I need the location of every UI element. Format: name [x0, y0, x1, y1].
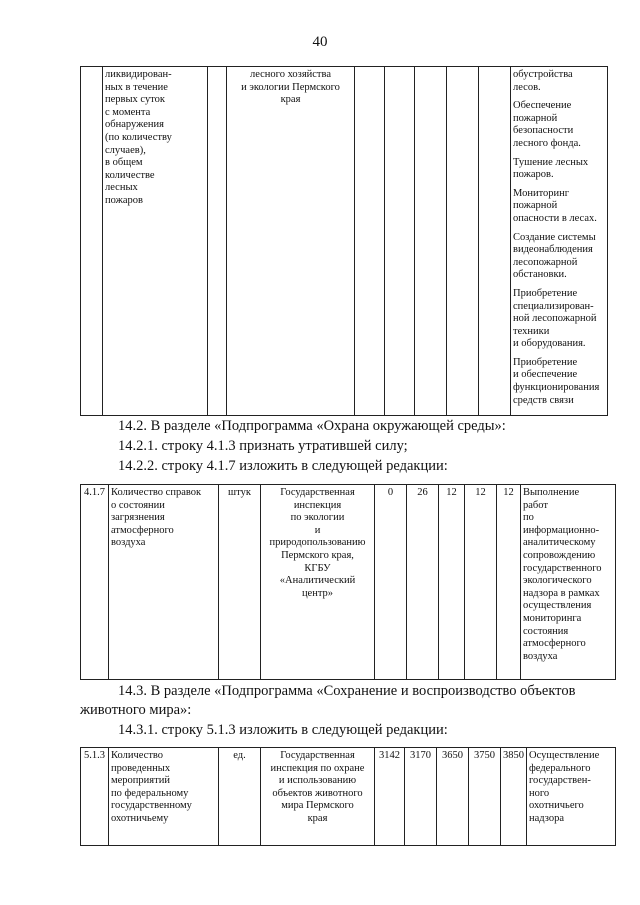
cell-line: охотничьего — [529, 800, 584, 812]
cell-line: атмосферного — [111, 524, 174, 536]
cell-line: обстановки. — [513, 269, 567, 281]
cell-line: видеонаблюдения — [513, 244, 593, 256]
cell-line: центр» — [301, 587, 334, 599]
cell-line: Осуществление — [529, 750, 600, 761]
cell-line: по экологии — [290, 512, 345, 524]
cell-line: лесных — [105, 182, 138, 194]
table-row — [81, 748, 616, 846]
measure-block — [513, 69, 605, 94]
cell-line: лесного хозяйства — [249, 69, 332, 80]
cell-line: и использованию — [278, 775, 357, 787]
cell-line: охотничьему — [111, 812, 169, 824]
cell-measure — [521, 485, 616, 680]
cell-line: и оборудования. — [513, 338, 586, 350]
cell-line: состояния — [523, 625, 569, 637]
cell-line: пожарной — [513, 112, 558, 124]
cell-num: 4.1.7 — [81, 485, 109, 680]
cell-line: ных в течение — [105, 81, 168, 93]
table-continuation — [80, 66, 608, 416]
cell-indicator — [103, 67, 208, 416]
cell-line: «Аналитический — [279, 575, 356, 587]
cell-line: государствен- — [529, 775, 591, 787]
cell-line: воздуха — [523, 650, 558, 662]
cell-measure — [527, 748, 616, 846]
cell-measures — [511, 67, 608, 416]
table-row — [81, 485, 616, 680]
cell-line: ного — [529, 787, 550, 799]
cell-line: проведенных — [111, 762, 171, 774]
cell-line: природопользованию — [269, 537, 366, 549]
cell-line: государственному — [111, 800, 192, 812]
cell-line: Пермского края, — [281, 549, 354, 561]
cell-line: обустройства — [513, 69, 573, 80]
cell-indicator — [109, 485, 219, 680]
measure-block — [513, 157, 605, 182]
cell-line: обнаружения — [105, 119, 164, 131]
cell-line: ной лесопожарной — [513, 313, 597, 325]
cell-line: Создание системы — [513, 231, 596, 243]
cell-line: инспекция по охране — [270, 762, 365, 774]
measure-block — [513, 288, 605, 351]
cell-indicator — [109, 748, 219, 846]
cell-value: 12 — [497, 485, 521, 680]
cell-line: пожарной — [513, 200, 558, 212]
cell-num — [81, 67, 103, 416]
paragraph-14-3-line1: 14.3. В разделе «Подпрограмма «Сохранение и воспроизводство объектов — [118, 683, 576, 699]
cell-line: специализирован- — [513, 300, 594, 312]
cell-line: по — [523, 512, 534, 524]
table-row — [81, 67, 608, 416]
cell-line: объектов животного — [272, 787, 363, 799]
cell-line: и обеспечение — [513, 369, 578, 381]
paragraph-14-2-2: 14.2.2. строку 4.1.7 изложить в следующей редакции: — [118, 458, 448, 474]
cell-line: ликвидирован- — [105, 69, 172, 80]
table-row-5-1-3 — [80, 747, 616, 846]
cell-line: мира Пермского — [281, 800, 354, 812]
cell-line: и экологии Пермского — [241, 81, 340, 93]
cell-line: мероприятий — [111, 775, 170, 787]
measure-block — [513, 357, 605, 407]
cell-value: 3750 — [469, 748, 501, 846]
measure-block — [513, 232, 605, 282]
cell-line: опасности в лесах. — [513, 212, 597, 224]
cell-line: Выполнение — [523, 487, 580, 498]
cell-value: 3170 — [405, 748, 437, 846]
cell-line: экологического — [523, 575, 592, 587]
cell-line: сопровождению — [523, 549, 596, 561]
cell-line: функционирования — [513, 382, 600, 394]
cell-value — [385, 67, 415, 416]
cell-line: атмосферного — [523, 638, 586, 650]
cell-line: надзора в рамках — [523, 587, 600, 599]
cell-value: 3650 — [437, 748, 469, 846]
cell-line: Приобретение — [513, 287, 578, 299]
cell-line: пожаров. — [513, 169, 554, 181]
cell-line: Тушение лесных — [513, 156, 589, 168]
cell-line: работ — [523, 499, 548, 511]
cell-line: воздуха — [111, 537, 146, 549]
cell-value — [355, 67, 385, 416]
cell-unit: штук — [219, 485, 261, 680]
cell-line: безопасности — [513, 125, 574, 137]
cell-value — [447, 67, 479, 416]
cell-executor — [261, 748, 375, 846]
cell-executor — [261, 485, 375, 680]
cell-line: инспекция — [293, 499, 342, 511]
cell-value — [479, 67, 511, 416]
cell-line: загрязнения — [111, 512, 165, 524]
cell-line: количестве — [105, 169, 155, 181]
paragraph-14-2-1: 14.2.1. строку 4.1.3 признать утратившей силу; — [118, 438, 408, 454]
cell-line: в общем — [105, 157, 143, 169]
measure-block — [513, 100, 605, 150]
cell-executor — [227, 67, 355, 416]
cell-line: края — [280, 94, 301, 106]
cell-line: Государственная — [280, 750, 355, 761]
cell-line: лесов. — [513, 81, 541, 93]
cell-value — [415, 67, 447, 416]
cell-line: информационно- — [523, 524, 600, 536]
cell-unit: ед. — [219, 748, 261, 846]
cell-line: края — [307, 812, 328, 824]
cell-unit — [208, 67, 227, 416]
paragraph-14-3-line2: животного мира»: — [80, 702, 192, 718]
cell-line: лесного фонда. — [513, 137, 581, 149]
cell-line: Количество справок — [111, 487, 202, 498]
page-number: 40 — [312, 34, 328, 50]
cell-line: мониторинга — [523, 612, 582, 624]
cell-value: 0 — [375, 485, 407, 680]
cell-line: федерального — [529, 762, 591, 774]
cell-value: 12 — [465, 485, 497, 680]
cell-line: и — [314, 524, 321, 536]
cell-line: Обеспечение — [513, 100, 572, 112]
cell-line: с момента — [105, 106, 151, 118]
cell-line: Мониторинг — [513, 187, 570, 199]
cell-line: (по количеству — [105, 131, 172, 143]
cell-value: 3142 — [375, 748, 405, 846]
cell-line: лесопожарной — [513, 256, 578, 268]
table-row-4-1-7 — [80, 484, 616, 680]
cell-line: о состоянии — [111, 499, 165, 511]
cell-line: первых суток — [105, 94, 165, 106]
cell-line: Количество — [111, 750, 164, 761]
cell-num: 5.1.3 — [81, 748, 109, 846]
cell-line: техники — [513, 325, 550, 337]
cell-line: государственного — [523, 562, 602, 574]
cell-line: пожаров — [105, 194, 143, 206]
cell-line: аналитическому — [523, 537, 596, 549]
cell-line: Государственная — [280, 487, 355, 498]
cell-value: 3850 — [501, 748, 527, 846]
paragraph-14-2: 14.2. В разделе «Подпрограмма «Охрана окружающей среды»: — [118, 418, 506, 434]
cell-line: надзора — [529, 812, 564, 824]
cell-line: осуществления — [523, 600, 592, 612]
cell-line: средств связи — [513, 394, 574, 406]
cell-line: КГБУ — [304, 562, 331, 574]
paragraph-14-3-1: 14.3.1. строку 5.1.3 изложить в следующей редакции: — [118, 722, 448, 738]
cell-line: случаев), — [105, 144, 146, 156]
cell-value: 12 — [439, 485, 465, 680]
cell-line: по федеральному — [111, 787, 189, 799]
measure-block — [513, 188, 605, 226]
cell-line: Приобретение — [513, 356, 578, 368]
cell-value: 26 — [407, 485, 439, 680]
